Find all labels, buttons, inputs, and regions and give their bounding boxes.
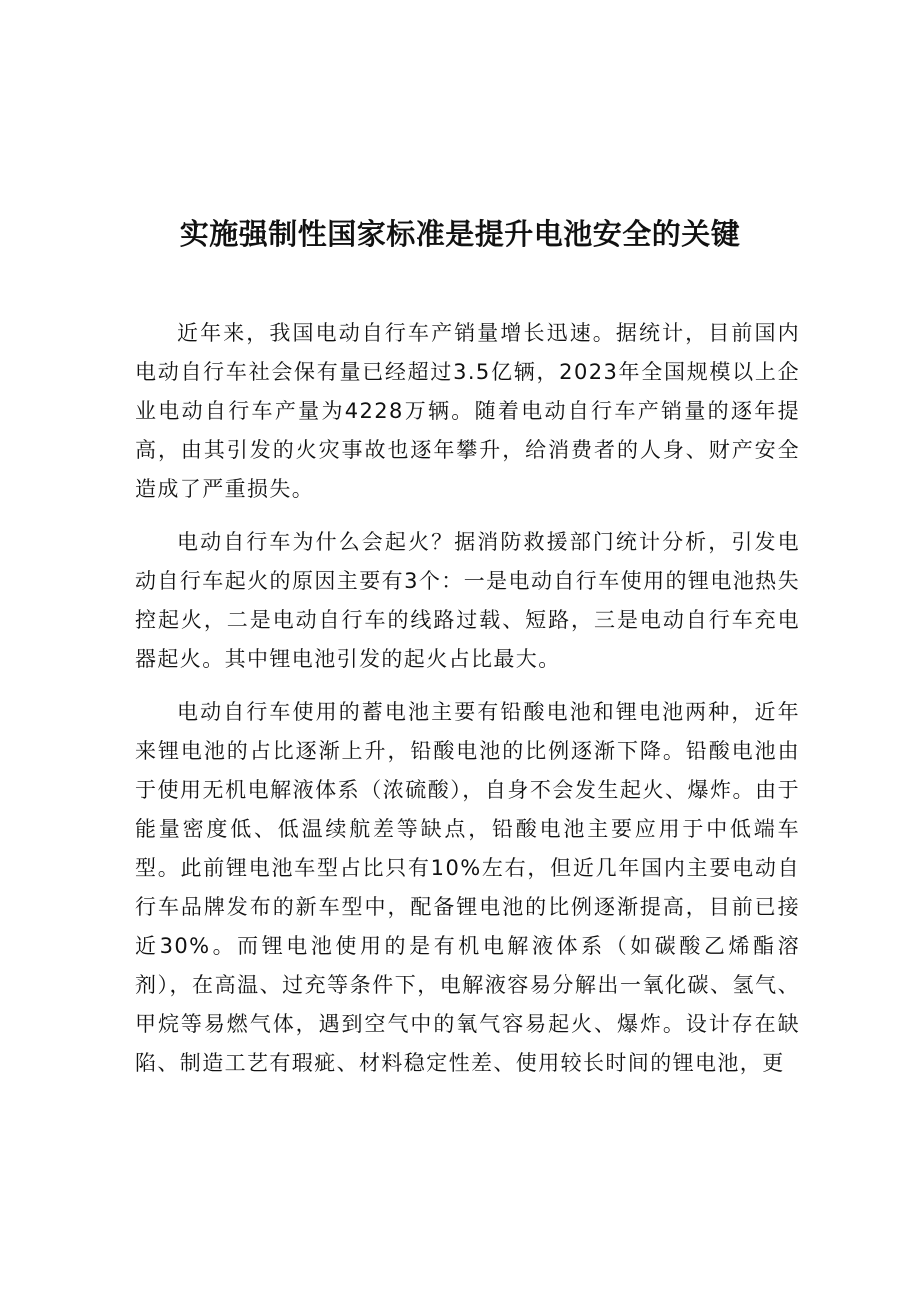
paragraph-1: 近年来，我国电动自行车产销量增长迅速。据统计，目前国内电动自行车社会保有量已经超过3.5亿辆，2023年全国规模以上企业电动自行车产量为4228万辆。随着电动自行车产销量的逐年提高，由其引发的火灾事故也逐年攀升，给消费者的人身、财产安全造成了严重损失。 bbox=[135, 321, 800, 501]
document-title: 实施强制性国家标准是提升电池安全的关键 bbox=[179, 217, 741, 251]
document-body bbox=[135, 314, 800, 1097]
paragraph-2: 电动自行车为什么会起火？据消防救援部门统计分析，引发电动自行车起火的原因主要有3个：一是电动自行车使用的锂电池热失控起火，二是电动自行车的线路过载、短路，三是电动自行车充电器起火。其中锂电池引发的起火占比最大。 bbox=[135, 530, 800, 671]
paragraph-3: 电动自行车使用的蓄电池主要有铅酸电池和锂电池两种，近年来锂电池的占比逐渐上升，铅酸电池的比例逐渐下降。铅酸电池由于使用无机电解液体系（浓硫酸），自身不会发生起火、爆炸。由于能量密度低、低温续航差等缺点，铅酸电池主要应用于中低端车型。此前锂电池车型占比只有10%左右，但近几年国内主要电动自行车品牌发布的新车型中，配备锂电池的比例逐渐提高，目前已接近30%。而锂电池使用的是有机电解液体系（如碳酸乙烯酯溶剂），在高温、过充等条件下，电解液容易分解出一氧化碳、氢气、甲烷等易燃气体，遇到空气中的氧气容易起火、爆炸。设计存在缺陷、制造工艺有瑕疵、材料稳定性差、使用较长时间的锂电池，更 bbox=[135, 700, 800, 1075]
